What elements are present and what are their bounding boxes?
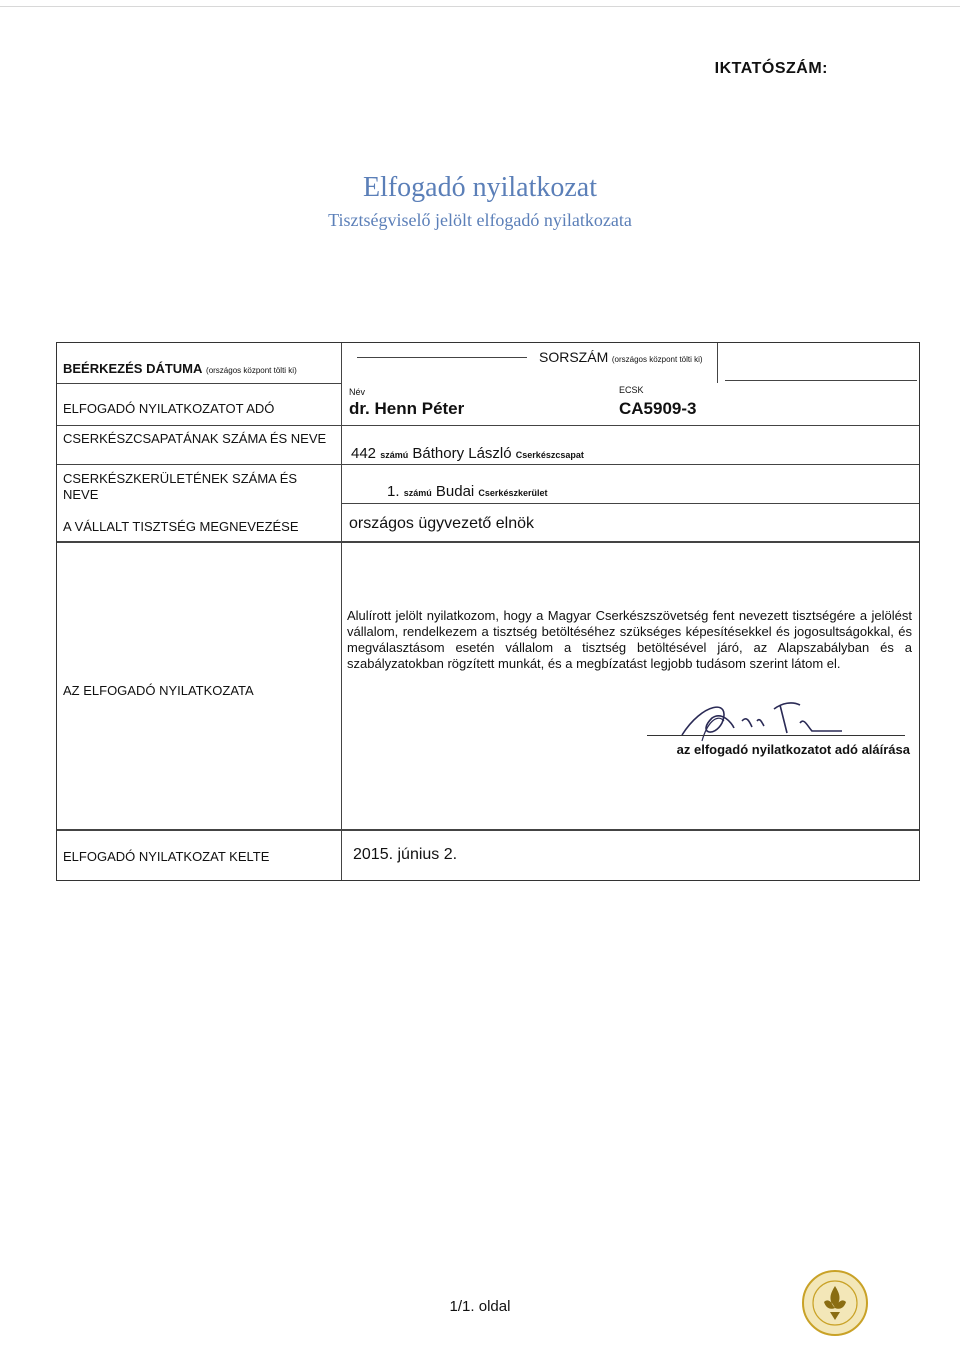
troop-label: CSERKÉSZCSAPATÁNAK SZÁMA ÉS NEVE <box>63 431 327 446</box>
scan-edge-line <box>0 6 960 7</box>
page-number: 1/1. oldal <box>449 1298 511 1315</box>
date-value: 2015. június 2. <box>353 846 458 863</box>
position-value: országos ügyvezető elnök <box>349 515 534 532</box>
name-caption: Név <box>349 387 366 397</box>
date-label: ELFOGADÓ NYILATKOZAT KELTE <box>63 849 270 864</box>
statement-label: AZ ELFOGADÓ NYILATKOZATA <box>63 683 254 698</box>
receipt-date-label: BEÉRKEZÉS DÁTUMA (országos központ tölti ki) <box>63 361 297 376</box>
declaration-form <box>56 342 920 881</box>
ecsk-caption: ECSK <box>619 385 644 395</box>
document-subtitle: Tisztségviselő jelölt elfogadó nyilatkozata <box>328 210 632 230</box>
position-label: A VÁLLALT TISZTSÉG MEGNEVEZÉSE <box>63 519 299 534</box>
statement-text: Alulírott jelölt nyilatkozom, hogy a Magyar Cserkészszövetség fent nevezett tisztségére a jelölést vállalom, rendelkezem a tisztség betöltéséhez szükséges képesítésekkel és jogosultságokkal, és megválasztásom esetén vállalom a tisztség betöltésével járó, az Alapszabályban és a szabályzatokban rögzített munkát, és a megbízatást legjobb tudásom szerint látom el. <box>347 608 912 671</box>
troop-value: 442 számú Báthory László Cserkészcsapat <box>351 445 584 462</box>
document-title: Elfogadó nyilatkozat <box>362 172 598 203</box>
serial-number-label: SORSZÁM (országos központ tölti ki) <box>539 349 703 365</box>
registration-number-label: IKTATÓSZÁM: <box>714 60 828 77</box>
district-label: CSERKÉSZKERÜLETÉNEK SZÁMA ÉS NEVE <box>63 471 298 502</box>
signature-caption: az elfogadó nyilatkozatot adó aláírása <box>676 742 910 757</box>
declarant-label: ELFOGADÓ NYILATKOZATOT ADÓ <box>63 401 275 416</box>
ecsk-number: CA5909-3 <box>619 399 697 418</box>
signature-line <box>647 735 905 736</box>
declarant-name: dr. Henn Péter <box>349 399 465 418</box>
district-value: 1. számú Budai Cserkészkerület <box>387 483 548 500</box>
scout-association-seal <box>800 1268 870 1338</box>
